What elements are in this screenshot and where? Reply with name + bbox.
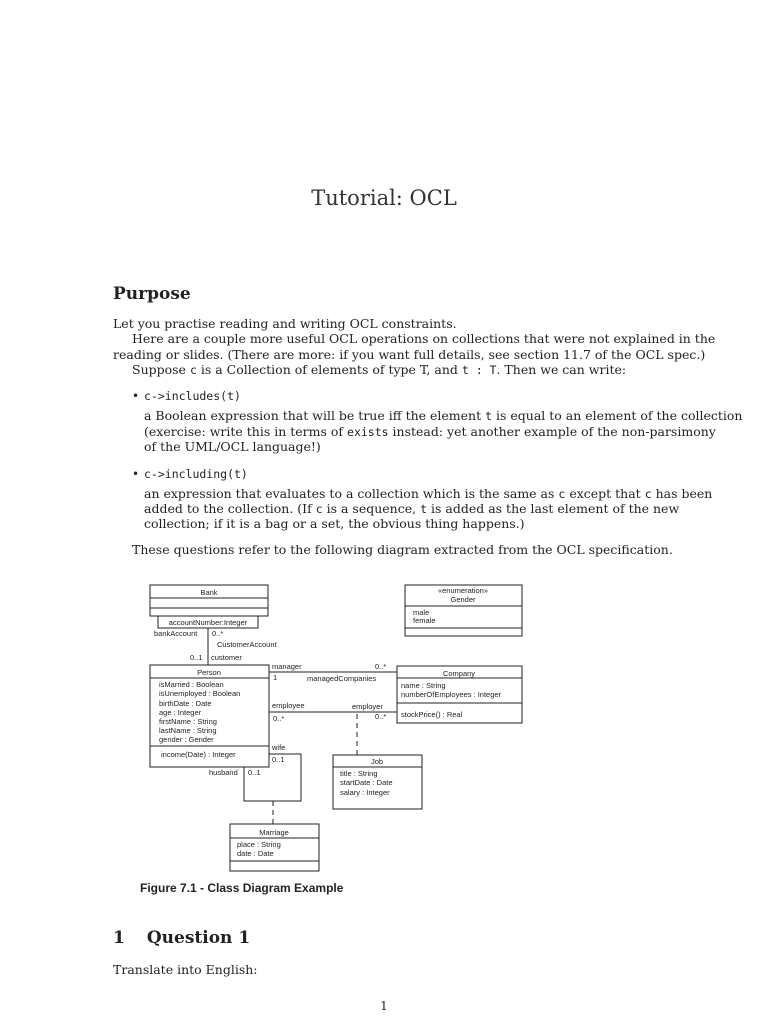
code-inline: c xyxy=(315,502,323,516)
label-managed-companies: managedCompanies xyxy=(307,674,377,683)
bullet-2-code: c->including(t) xyxy=(144,467,248,481)
code-inline: c xyxy=(644,487,652,501)
job-attribute: salary : Integer xyxy=(340,788,390,797)
label-wife: wife xyxy=(272,743,286,752)
gender-stereotype: «enumeration» xyxy=(437,586,489,595)
label-employer-mult: 0..* xyxy=(375,712,387,721)
person-attribute: age : Integer xyxy=(159,708,202,717)
label-manager-mult: 1 xyxy=(273,673,278,682)
label-bank-account: bankAccount xyxy=(154,629,198,638)
company-attribute: name : String xyxy=(401,681,446,690)
text-run: is equal to an element of the collection xyxy=(492,408,743,423)
person-class-name: Person xyxy=(197,668,221,677)
page-number: 1 xyxy=(380,999,388,1013)
code-inline: t xyxy=(485,409,493,423)
label-husband: husband xyxy=(209,768,238,777)
text-run: is added as the last element of the new xyxy=(427,501,680,516)
label-bank-mult: 0..* xyxy=(212,629,224,638)
text-run: an expression that evaluates to a collection which is the same as xyxy=(144,486,559,501)
bullet-1-marker: • xyxy=(132,389,140,403)
text-run: has been xyxy=(651,486,713,501)
code-t-type: t : T xyxy=(461,363,497,377)
purpose-paragraph-4: These questions refer to the following diagram extracted from the OCL specification. xyxy=(132,542,673,557)
person-attribute: isMarried : Boolean xyxy=(159,680,224,689)
text-run: added to the collection. (If xyxy=(144,501,316,516)
label-employer: employer xyxy=(352,702,383,711)
bullet-1-code: c->includes(t) xyxy=(144,389,241,403)
person-attribute: firstName : String xyxy=(159,717,217,726)
figure-caption: Figure 7.1 - Class Diagram Example xyxy=(140,881,344,895)
text-run: is a Collection of elements of type T, and xyxy=(196,362,462,377)
bank-class-name: Bank xyxy=(200,588,218,597)
person-attribute: birthDate : Date xyxy=(159,699,212,708)
purpose-paragraph-2-line-2: reading or slides. (There are more: if you want full details, see section 11.7 of the OCL spec.) xyxy=(113,347,706,362)
text-run: . Then we can write: xyxy=(496,362,627,377)
label-customer-account: CustomerAccount xyxy=(217,640,277,649)
label-customer-mult: 0..1 xyxy=(190,653,203,662)
text-run: except that xyxy=(565,486,645,501)
gender-class-name: Gender xyxy=(450,595,476,604)
question-number: 1 xyxy=(113,928,125,948)
label-husband-mult: 0..1 xyxy=(248,768,261,777)
person-attribute: gender : Gender xyxy=(159,735,214,744)
bullet-2-marker: • xyxy=(132,467,140,481)
purpose-paragraph-2-line-1: Here are a couple more useful OCL operations on collections that were not explained in the xyxy=(132,331,716,346)
purpose-paragraph-1: Let you practise reading and writing OCL constraints. xyxy=(113,316,457,331)
person-attribute: lastName : String xyxy=(159,726,217,735)
person-operation: income(Date) : Integer xyxy=(161,750,236,759)
code-inline: c xyxy=(558,487,566,501)
label-employee-mult: 0..* xyxy=(273,714,285,723)
code-inline: exists xyxy=(347,425,389,439)
label-customer: customer xyxy=(211,653,242,662)
company-operation: stockPrice() : Real xyxy=(401,710,463,719)
purpose-heading: Purpose xyxy=(113,284,191,304)
code-c: c xyxy=(189,363,197,377)
marriage-attribute: date : Date xyxy=(237,849,274,858)
job-attribute: title : String xyxy=(340,769,378,778)
text-run: is a sequence, xyxy=(322,501,421,516)
text-run: Suppose xyxy=(132,362,190,377)
label-manager: manager xyxy=(272,662,302,671)
label-wife-mult: 0..1 xyxy=(272,755,285,764)
bullet-2-line-3: collection; if it is a bag or a set, the obvious thing happens.) xyxy=(144,516,525,531)
code-inline: t xyxy=(420,502,428,516)
gender-value: female xyxy=(413,616,436,625)
bullet-1-line-3: of the UML/OCL language!) xyxy=(144,439,321,454)
label-managed-mult: 0..* xyxy=(375,662,387,671)
job-class-name: Job xyxy=(370,757,384,766)
marriage-attribute: place : String xyxy=(237,840,281,849)
document-title: Tutorial: OCL xyxy=(311,186,457,210)
person-attribute: isUnemployed : Boolean xyxy=(159,689,241,698)
label-employee: employee xyxy=(272,701,305,710)
company-class-name: Company xyxy=(442,669,476,678)
text-run: a Boolean expression that will be true iff the element xyxy=(144,408,486,423)
bank-qualifier: accountNumber:Integer xyxy=(168,618,248,627)
marriage-class-name: Marriage xyxy=(259,828,289,837)
question-1-text: Translate into English: xyxy=(113,962,258,977)
gender-value: male xyxy=(413,608,430,617)
question-1-heading xyxy=(113,928,250,948)
text-run: (exercise: write this in terms of xyxy=(144,424,348,439)
job-attribute: startDate : Date xyxy=(340,778,393,787)
question-heading-text: Question 1 xyxy=(146,928,251,948)
text-run: instead: yet another example of the non-parsimony xyxy=(388,424,716,439)
company-attribute: numberOfEmployees : Integer xyxy=(401,690,502,699)
